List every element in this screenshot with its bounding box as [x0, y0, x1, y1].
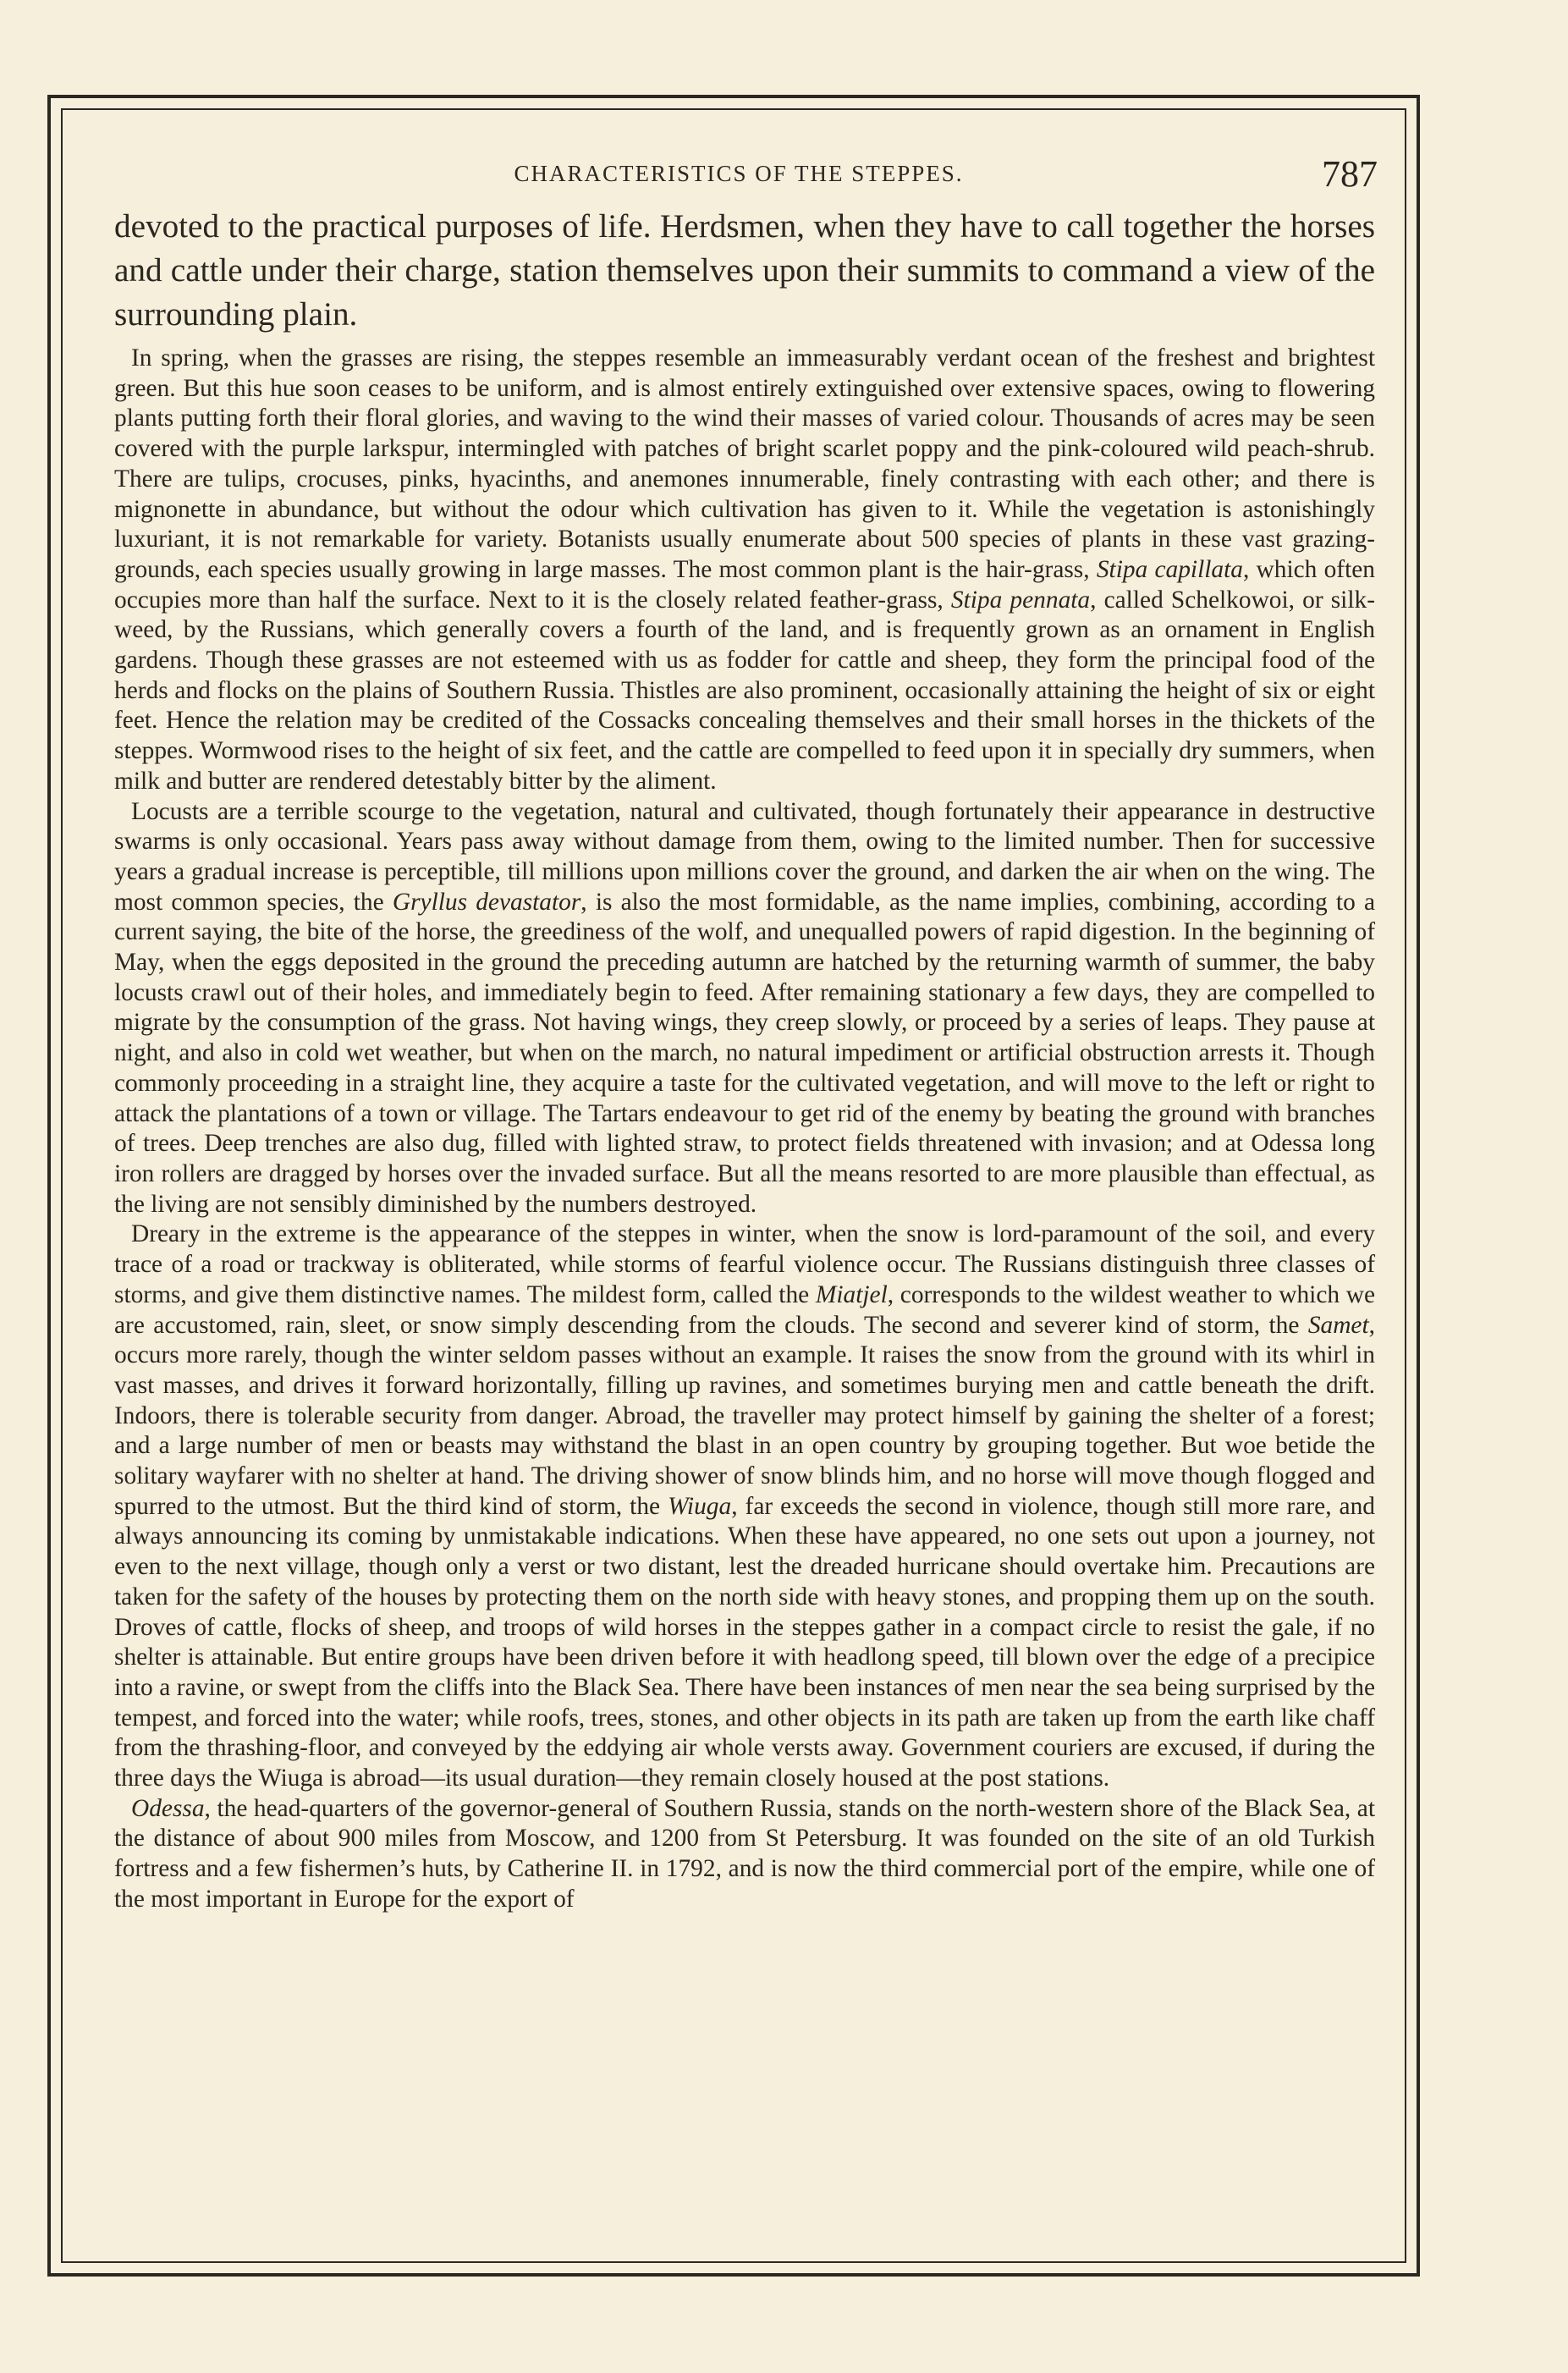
text-run: Dreary in the extreme is the appearance of the steppes in winter, when the snow is lord-paramount of the soil, and every trace of a road or trackway is obliterated, while storms of fearful violence occur. The Russians distinguish three classes of storms, and give them distinctive names. The mildest form, called the — [114, 1220, 1375, 1308]
italic-term: Stipa capillata — [1096, 555, 1243, 583]
text-run: In spring, when the grasses are rising, the steppes resemble an immeasurably verdant ocean of the freshest and brightest green. But this hue soon ceases to be uniform, and is almost entirely extinguished over extensive spaces, owing to flowering plants putting forth their floral glories, and waving to the wind their masses of varied colour. Thousands of acres may be seen covered with the purple larkspur, intermingled with patches of bright scarlet poppy and the pink-coloured wild peach-shrub. There are tulips, crocuses, pinks, hyacinths, and anemones innumerable, finely contrasting with each other; and there is mignonette in abundance, but without the odour which cultivation has given to it. While the vegetation is astonishingly luxuriant, it is not remarkable for variety. Botanists usually enumerate about 500 species of plants in these vast grazing-grounds, each species usually growing in large masses. The most common plant is the hair-grass, — [114, 344, 1375, 583]
text-run: devoted to the practical purposes of life. Herdsmen, when they have to call together the horses and cattle under their charge, station themselves upon their summits to command a view of the surrounding plain. — [114, 208, 1375, 333]
italic-term: Samet — [1307, 1311, 1369, 1339]
paragraph — [114, 205, 1375, 337]
paragraph — [114, 344, 1375, 797]
italic-term: Stipa pennata — [950, 586, 1091, 614]
text-run: , far exceeds the second in violence, though still more rare, and always announcing its coming by unmistakable indications. When these have appeared, no one sets out upon a journey, not even to the next village, though only a verst or two distant, lest the dreaded hurricane should overtake him. Precautions are taken for the safety of the houses by protecting them on the north side with heavy stones, and propping them up on the south. Droves of cattle, flocks of sheep, and troops of wild horses in the steppes gather in a compact circle to resist the gale, if no shelter is attainable. But entire groups have been driven before it with headlong speed, till blown over the edge of a precipice into a ravine, or swept from the cliffs into the Black Sea. There have been instances of men near the sea being surprised by the tempest, and forced into the water; while roofs, trees, stones, and other objects in its path are taken up from the earth like chaff from the thrashing-floor, and conveyed by the eddying air whole versts away. Government couriers are excused, if during the three days the Wiuga is abroad—its usual duration—they remain closely housed at the post stations. — [114, 1492, 1375, 1792]
page-number: 787 — [1322, 153, 1378, 195]
italic-term: Miatjel — [815, 1280, 888, 1308]
text-run: , called Schelkowoi, or silk-weed, by the Russians, which generally covers a fourth of the land, and is frequently grown as an ornament in English gardens. Though these grasses are not esteemed with us as fodder for cattle and sheep, they form the principal food of the herds and flocks on the plains of Southern Russia. Thistles are also prominent, occasionally attaining the height of six or eight feet. Hence the relation may be credited of the Cossacks concealing themselves and their small horses in the thickets of the steppes. Wormwood rises to the height of six feet, and the cattle are compelled to feed upon it in specially dry summers, when milk and butter are rendered detestably bitter by the aliment. — [114, 586, 1375, 795]
body-text — [114, 205, 1375, 1915]
text-run: , corresponds to the wildest weather to which we are accustomed, rain, sleet, or snow simply descending from the clouds. The second and severer kind of storm, the — [114, 1280, 1376, 1339]
italic-term: Gryllus devastator — [392, 888, 581, 916]
text-run: , the head-quarters of the governor-general of Southern Russia, stands on the north-western shore of the Black Sea, at the distance of about 900 miles from Moscow, and 1200 from St Petersburg. It was founded on the site of an old Turkish fortress and a few fishermen’s huts, by Catherine II. in 1792, and is now the third commercial port of the empire, while one of the most important in Europe for the export of — [114, 1794, 1375, 1913]
text-run: , which often occupies more than half the surface. Next to it is the closely related feather-grass, — [114, 555, 1375, 614]
paragraph — [114, 1220, 1375, 1793]
text-run: , is also the most formidable, as the name implies, combining, according to a current saying, the bite of the horse, the greediness of the wolf, and unequalled powers of rapid digestion. In the beginning of May, when the eggs deposited in the ground the preceding autumn are hatched by the returning warmth of summer, the baby locusts crawl out of their holes, and immediately begin to feed. After remaining stationary a few days, they are compelled to migrate by the consumption of the grass. Not having wings, they creep slowly, or proceed by a series of leaps. They pause at night, and also in cold wet weather, but when on the march, no natural impediment or artificial obstruction arrests it. Though commonly proceeding in a straight line, they acquire a taste for the cultivated vegetation, and will move to the left or right to attack the plantations of a town or village. The Tartars endeavour to get rid of the enemy by beating the ground with branches of trees. Deep trenches are also dug, filled with lighted straw, to protect fields threatened with invasion; and at Odessa long iron rollers are dragged by horses over the invaded surface. But all the means resorted to are more plausible than effectual, as the living are not sensibly diminished by the numbers destroyed. — [114, 888, 1375, 1218]
text-run: Locusts are a terrible scourge to the vegetation, natural and cultivated, though fortunately their appearance in destructive swarms is only occasional. Years pass away without damage from them, owing to the limited number. Then for successive years a gradual increase is perceptible, till millions upon millions cover the ground, and darken the air when on the wing. The most common species, the — [114, 797, 1375, 916]
paragraph — [114, 797, 1375, 1220]
italic-term: Odessa — [131, 1794, 205, 1822]
paragraph — [114, 1794, 1375, 1915]
running-head — [100, 152, 1378, 195]
italic-term: Wiuga — [668, 1492, 732, 1520]
running-title: CHARACTERISTICS OF THE STEPPES. — [514, 161, 964, 186]
text-run: , occurs more rarely, though the winter seldom passes without an example. It raises the snow from the ground with its whirl in vast masses, and drives it forward horizontally, filling up ravines, and sometimes burying men and cattle beneath the drift. Indoors, there is tolerable security from danger. Abroad, the traveller may protect himself by gaining the shelter of a forest; and a large number of men or beasts may withstand the blast in an open country by grouping together. But woe betide the solitary wayfarer with no shelter at hand. The driving shower of snow blinds him, and no horse will move though flogged and spurred to the utmost. But the third kind of storm, the — [114, 1311, 1375, 1520]
